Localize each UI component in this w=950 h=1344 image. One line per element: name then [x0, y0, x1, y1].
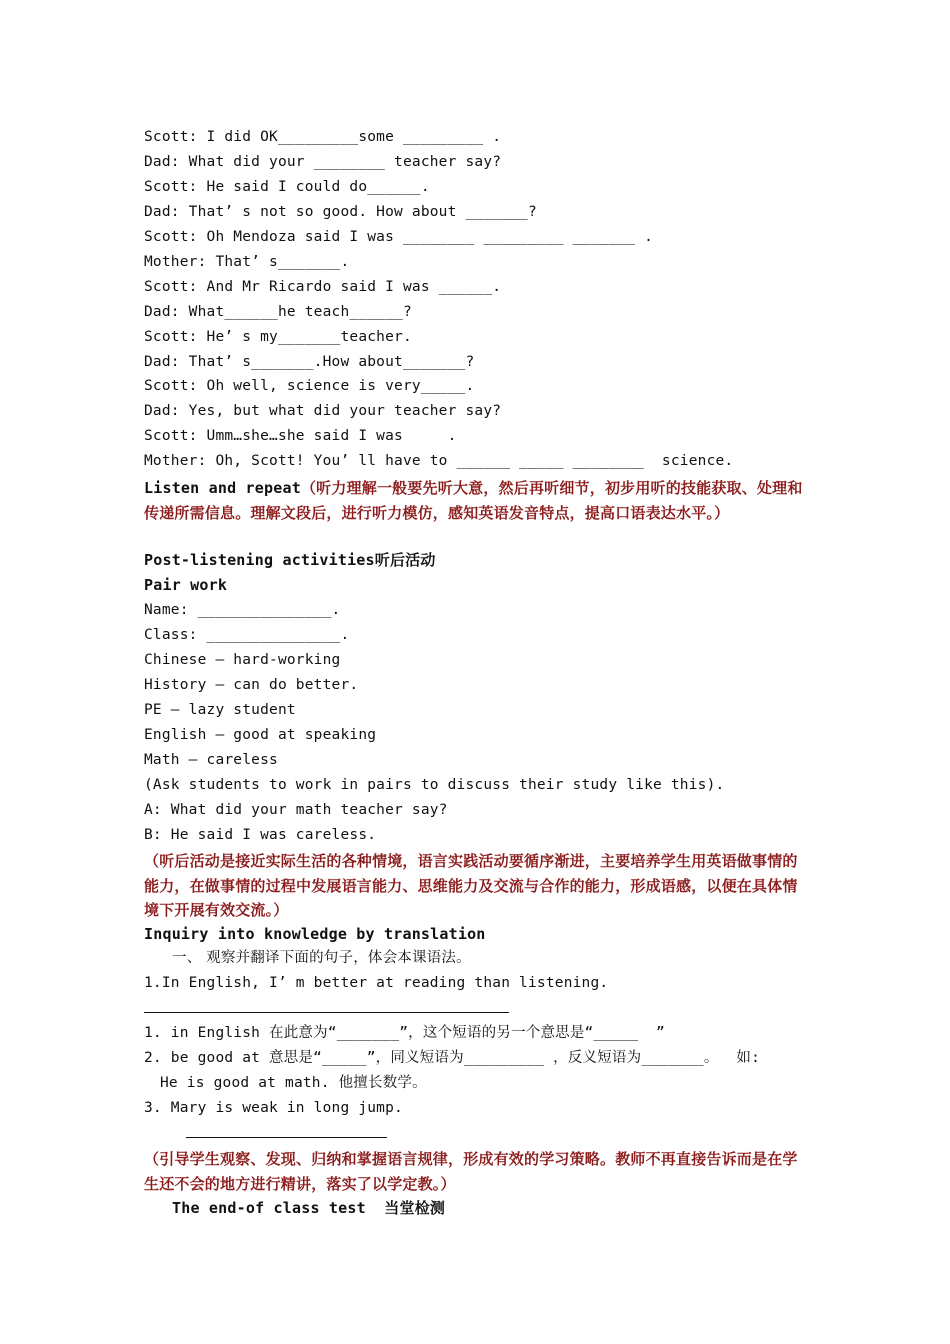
dialogue-line: Dad: What did your ________ teacher say? [144, 154, 502, 170]
subject-comment: Math — careless [144, 752, 278, 768]
listen-repeat-note: （听力理解一般要先听大意，然后再听细节，初步用听的技能获取、处理和传递所需信息。理解文段后，进行听力模仿，感知英语发音特点，提高口语表达水平。） [144, 479, 803, 522]
dialogue-line: Scott: I did OK_________some _________ . [144, 129, 502, 145]
subject-comment: English — good at speaking [144, 727, 377, 743]
example-a: A: What did your math teacher say? [144, 802, 448, 818]
dialogue-line: Dad: Yes, but what did your teacher say? [144, 403, 502, 419]
dialogue-line: Scott: And Mr Ricardo said I was ______. [144, 279, 502, 295]
answer-blank-line [186, 1137, 387, 1138]
subject-comment: PE — lazy student [144, 702, 296, 718]
inquiry-item-3: 3. Mary is weak in long jump. [144, 1100, 403, 1116]
subject-comment: Chinese — hard-working [144, 652, 341, 668]
dialogue-line: Scott: He’ s my_______teacher. [144, 329, 412, 345]
listen-repeat-heading: Listen and repeat [144, 479, 301, 497]
dialogue-line: Mother: Oh, Scott! You’ ll have to ______ _____ ________ science. [144, 453, 734, 469]
dialogue-line: Scott: He said I could do______. [144, 179, 430, 195]
answer-blank-line [144, 1012, 509, 1013]
example-b: B: He said I was careless. [144, 827, 377, 843]
subject-comment: History — can do better. [144, 677, 359, 693]
dialogue-line: Scott: Oh well, science is very_____. [144, 378, 475, 394]
class-line: Class: _______________. [144, 627, 350, 643]
dialogue-line: Mother: That’ s_______. [144, 254, 350, 270]
post-listening-heading: Post-listening activities听后活动 [144, 551, 436, 569]
inquiry-item-1: 1. in English 在此意为“_______”，这个短语的另一个意思是“_____ ” [144, 1025, 665, 1041]
dialogue-line: Scott: Umm…she…she said I was . [144, 428, 457, 444]
post-listening-note: （听后活动是接近实际生活的各种情境，语言实践活动要循序渐进，主要培养学生用英语做事情的能力，在做事情的过程中发展语言能力、思维能力及交流与合作的能力，形成语感，以便在具体情境下开展有效交流。） [144, 852, 798, 919]
inquiry-heading: Inquiry into knowledge by translation [144, 925, 486, 943]
inquiry-q1: 1.In English, I’ m better at reading than listening. [144, 975, 609, 991]
end-test-heading: The end-of class test 当堂检测 [172, 1199, 446, 1217]
pair-work-heading: Pair work [144, 576, 228, 594]
inquiry-example: He is good at math. 他擅长数学。 [160, 1075, 427, 1091]
dialogue-line: Dad: That’ s_______.How about_______? [144, 354, 475, 370]
inquiry-task: 一、 观察并翻译下面的句子，体会本课语法。 [172, 950, 471, 966]
dialogue-line: Dad: That’ s not so good. How about _______? [144, 204, 537, 220]
dialogue-line: Dad: What______he teach______? [144, 304, 412, 320]
listen-repeat-block [144, 476, 808, 525]
inquiry-item-2: 2. be good at 意思是“_____”，同义短语为_________ ，反义短语为_______。 如: [144, 1050, 761, 1066]
dialogue-line: Scott: Oh Mendoza said I was ________ _________ _______ . [144, 229, 653, 245]
pair-instruction: (Ask students to work in pairs to discuss their study like this). [144, 777, 725, 793]
inquiry-note: （引导学生观察、发现、归纳和掌握语言规律，形成有效的学习策略。教师不再直接告诉而是在学生还不会的地方进行精讲，落实了以学定教。） [144, 1150, 798, 1193]
name-line: Name: _______________. [144, 602, 341, 618]
